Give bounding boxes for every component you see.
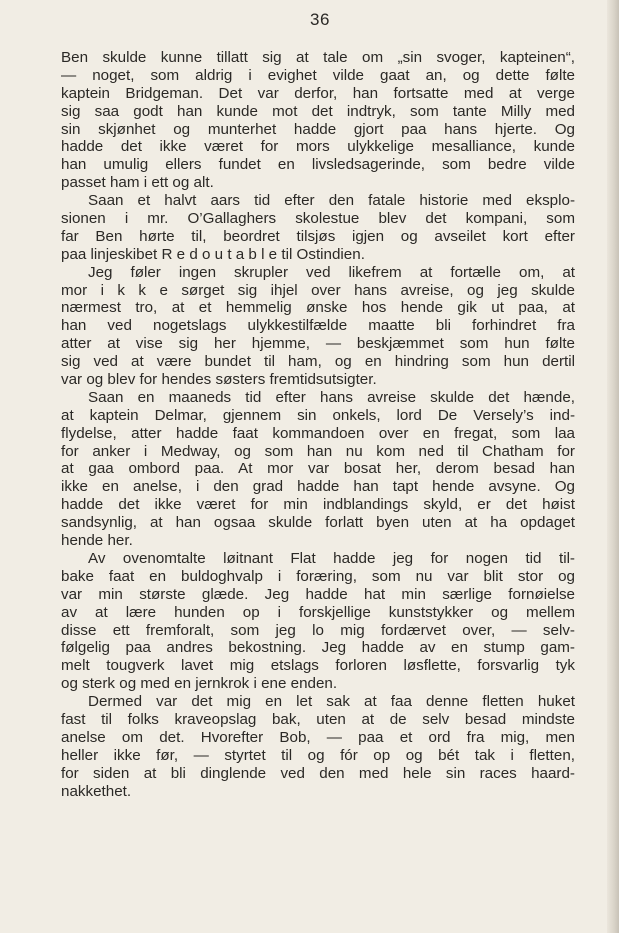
- text-line: han ved nogetslags ulykkestilfælde maatte bli forhindret fra: [61, 317, 575, 335]
- text-line: paa linjeskibet R e d o u t a b l e til Ostindien.: [61, 245, 365, 263]
- text-line: hadde det ikke været for mors ulykkelige mesalliance, kunde: [61, 138, 575, 156]
- text-line: for siden at bli dinglende ved den med hele sin races haard-: [61, 764, 575, 782]
- text-line: følgelig paa andres bekostning. Jeg hadde av en stump gam-: [61, 639, 575, 657]
- text-line: sionen i mr. O’Gallaghers skolestue blev det kompani, som: [61, 210, 575, 228]
- text-line: Jeg føler ingen skrupler ved likefrem at fortælle om, at: [88, 263, 575, 281]
- text-line: Saan en maaneds tid efter hans avreise skulde det hænde,: [88, 388, 575, 406]
- paragraph-1: [61, 49, 575, 192]
- text-line: Saan et halvt aars tid efter den fatale historie med eksplo-: [88, 192, 575, 210]
- text-line: passet ham i ett og alt.: [61, 174, 214, 192]
- text-line: han umulig ellers fundet en livsledsagerinde, som bedre vilde: [61, 156, 575, 174]
- body-text: [61, 49, 575, 800]
- text-line: sig ved at være bundet til ham, og en hindring som hun dertil: [61, 353, 575, 371]
- text-line: for anker i Medway, og som han nu kom ned til Chatham for: [61, 442, 575, 460]
- text-line: melt tougverk lavet mig etslags forloren løsflette, forsvarlig tyk: [61, 657, 575, 675]
- text-line: sig saa godt han kunde mot det indtryk, som tante Milly med: [61, 102, 575, 120]
- text-line: sin skjønhet og munterhet hadde gjort paa hans hjerte. Og: [61, 120, 575, 138]
- text-line: sandsynlig, at han ogsaa skulde forlatt byen uten at ha opdaget: [61, 514, 575, 532]
- page-number: 36: [310, 10, 330, 29]
- text-line: Av ovenomtalte løitnant Flat hadde jeg for nogen tid til-: [88, 549, 575, 567]
- text-line: atter at vise sig her hjemme, — beskjæmmet som hun følte: [61, 335, 575, 353]
- text-line: flydelse, atter hadde faat kommandoen over en fregat, som laa: [61, 424, 575, 442]
- text-line: fast til folks kraveopslag bak, uten at de selv besad mindste: [61, 710, 575, 728]
- text-line: mor i k k e sørget sig ihjel over hans avreise, og jeg skulde: [61, 281, 575, 299]
- page-edge-shadow: [607, 0, 619, 933]
- text-line: hadde det ikke været for min indblandings skyld, er det høist: [61, 496, 575, 514]
- text-line: var min største glæde. Jeg hadde hat min særlige fornøielse: [61, 585, 575, 603]
- text-line: Dermed var det mig en let sak at faa denne fletten huket: [88, 693, 575, 711]
- text-line: disse ett fremforalt, som jeg lo mig fordærvet over, — selv-: [61, 621, 575, 639]
- text-line: anelse om det. Hvorefter Bob, — paa et ord fra mig, men: [61, 728, 575, 746]
- paragraph-3: [61, 264, 575, 389]
- text-line: at kaptein Delmar, gjennem sin onkels, lord De Versely’s ind-: [61, 406, 575, 424]
- text-line: Ben skulde kunne tillatt sig at tale om „sin svoger, kapteinen“,: [61, 49, 575, 66]
- text-line: nærmest tro, at et hemmelig ønske hos hende gik ut paa, at: [61, 299, 575, 317]
- text-line: nakkethet.: [61, 782, 132, 800]
- text-line: heller ikke før, — styrtet til og fór op og bét tak i fletten,: [61, 746, 575, 764]
- paragraph-5: [61, 550, 575, 693]
- paragraph-2: [61, 192, 575, 264]
- text-line: kaptein Bridgeman. Det var derfor, han fortsatte med at verge: [61, 84, 575, 102]
- text-line: hende her.: [61, 532, 133, 550]
- text-line: var og blev for hendes søsters fremtidsutsigter.: [61, 371, 377, 389]
- text-line: at gaa ombord paa. At mor var bosat her, derom besad han: [61, 460, 575, 478]
- text-line: og sterk og med en jernkrok i ene enden.: [61, 675, 338, 693]
- text-line: bake faat en buldoghvalp i foræring, som nu var blit stor og: [61, 567, 575, 585]
- paragraph-4: [61, 389, 575, 550]
- paragraph-6: [61, 693, 575, 800]
- text-line: — noget, som aldrig i evighet vilde gaat an, og dette følte: [61, 66, 575, 84]
- text-line: av at lære hunden op i forskjellige kunststykker og mellem: [61, 603, 575, 621]
- text-line: far Ben hørte til, beordret tilsjøs igjen og avseilet kort efter: [61, 227, 575, 245]
- text-line: ikke en anelse, i den grad hadde han tapt hende avsyne. Og: [61, 478, 575, 496]
